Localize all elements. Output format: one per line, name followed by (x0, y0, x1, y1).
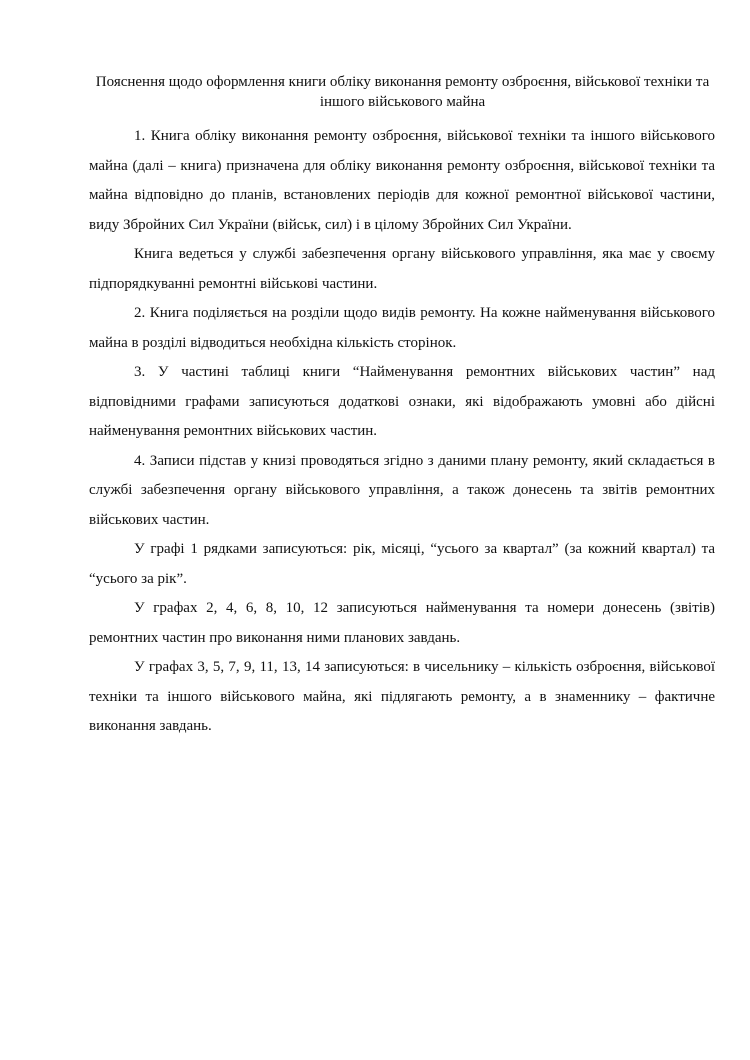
paragraph-6: У графі 1 рядками записуються: рік, місяці, “усього за квартал” (за кожний квартал) та “усього за рік”. (89, 541, 715, 587)
paragraph-5: 4. Записи підстав у книзі проводяться згідно з даними плану ремонту, який складається в службі забезпечення органу військового управління, а також донесень та звітів ремонтних військових частин. (89, 452, 715, 528)
paragraph-8: У графах 3, 5, 7, 9, 11, 13, 14 записуються: в чисельнику – кількість озброєння, військової техніки та іншого військового майна, які підлягають ремонту, а в знаменнику – фактичне виконання завдань. (89, 659, 715, 734)
document-title: Пояснення щодо оформлення книги обліку виконання ремонту озброєння, військової техніки та іншого військового майна (95, 74, 710, 110)
paragraph-1: 1. Книга обліку виконання ремонту озброєння, військової техніки та іншого військового майна (далі – книга) призначена для обліку виконання ремонту озброєння, військової техніки та майна відповідно до планів, встановлених періодів для кожної ремонтної військової частини, виду Збройних Сил України (військ, сил) і в цілому Збройних Сил України. (89, 128, 715, 233)
paragraph-3: 2. Книга поділяється на розділи щодо видів ремонту. На кожне найменування військового майна в розділі відводиться необхідна кількість сторінок. (89, 305, 715, 351)
document-body (89, 122, 715, 742)
paragraph-7: У графах 2, 4, 6, 8, 10, 12 записуються найменування та номери донесень (звітів) ремонтних частин про виконання ними планових завдань. (89, 600, 715, 646)
paragraph-4: 3. У частині таблиці книги “Найменування ремонтних військових частин” над відповідними графами записуються додаткові ознаки, які відображають умовні або дійсні найменування ремонтних військових частин. (89, 364, 715, 439)
paragraph-2: Книга ведеться у службі забезпечення органу військового управління, яка має у своєму підпорядкуванні ремонтні військові частини. (89, 246, 715, 292)
